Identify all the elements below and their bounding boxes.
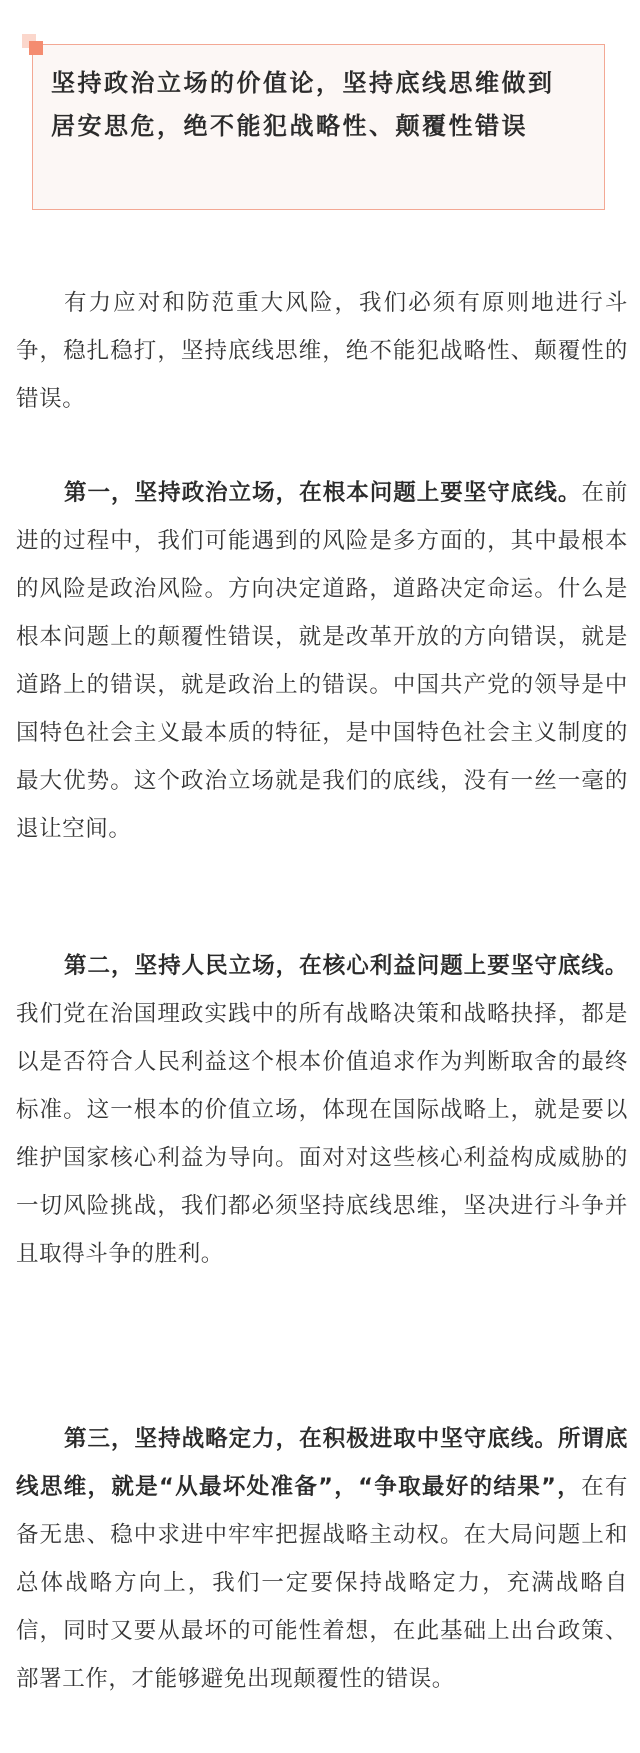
first-point-paragraph <box>16 469 628 853</box>
third-point-heading: 第三，坚持战略定力，在积极进取中坚守底线。所谓底线思维，就是“从最坏处准备”，“争取最好的结果”， <box>16 1426 628 1500</box>
intro-paragraph <box>16 279 628 423</box>
title-box <box>32 44 605 210</box>
second-point-paragraph <box>16 942 628 1278</box>
second-point-text: 我们党在治国理政实践中的所有战略决策和战略抉择，都是以是否符合人民利益这个根本价值追求作为判断取舍的最终标准。这一根本的价值立场，体现在国际战略上，就是要以维护国家核心利益为导向。面对对这些核心利益构成威胁的一切风险挑战，我们都必须坚持底线思维，坚决进行斗争并且取得斗争的胜利。 <box>16 1001 628 1267</box>
first-point-text: 在前进的过程中，我们可能遇到的风险是多方面的，其中最根本的风险是政治风险。方向决定道路，道路决定命运。什么是根本问题上的颠覆性错误，就是改革开放的方向错误，就是道路上的错误，就是政治上的错误。中国共产党的领导是中国特色社会主义最本质的特征，是中国特色社会主义制度的最大优势。这个政治立场就是我们的底线，没有一丝一毫的退让空间。 <box>16 480 629 842</box>
corner-square-dark <box>29 41 43 55</box>
first-point-heading: 第一，坚持政治立场，在根本问题上要坚守底线。 <box>64 480 582 506</box>
corner-decoration-icon <box>22 34 44 56</box>
article-section-title: 坚持政治立场的价值论，坚持底线思维做到居安思危，绝不能犯战略性、颠覆性错误 <box>51 69 555 140</box>
second-point-heading: 第二，坚持人民立场，在核心利益问题上要坚守底线。 <box>64 953 628 979</box>
third-point-text: 在有备无患、稳中求进中牢牢把握战略主动权。在大局问题上和总体战略方向上，我们一定要保持战略定力，充满战略自信，同时又要从最坏的可能性着想，在此基础上出台政策、部署工作，才能够避免出现颠覆性的错误。 <box>16 1474 628 1692</box>
intro-paragraph-text: 有力应对和防范重大风险，我们必须有原则地进行斗争，稳扎稳打，坚持底线思维，绝不能犯战略性、颠覆性的错误。 <box>16 290 628 412</box>
third-point-paragraph <box>16 1415 628 1703</box>
